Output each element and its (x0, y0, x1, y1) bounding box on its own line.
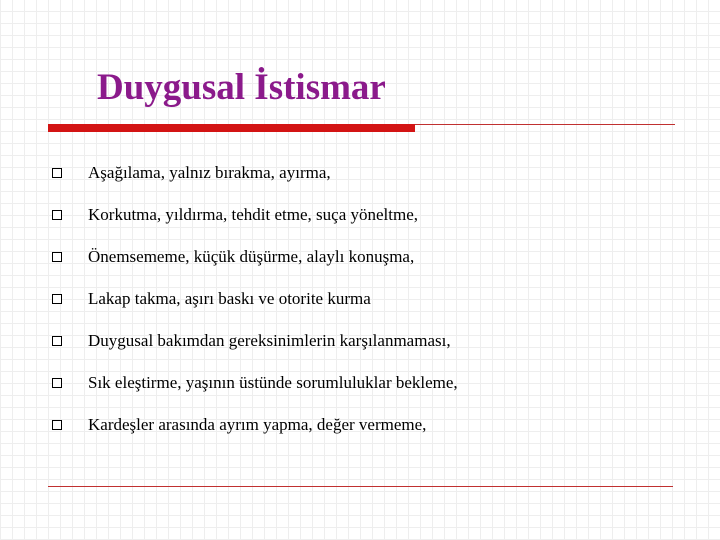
bullet-item (52, 200, 418, 230)
square-bullet-icon (52, 210, 62, 220)
square-bullet-icon (52, 336, 62, 346)
bullet-text: Duygusal bakımdan gereksinimlerin karşılanmaması, (88, 331, 451, 350)
square-bullet-icon (52, 168, 62, 178)
bullet-item (52, 410, 426, 440)
square-bullet-icon (52, 420, 62, 430)
bullet-text: Lakap takma, aşırı baskı ve otorite kurma (88, 289, 371, 308)
bottom-divider-line (48, 486, 673, 487)
bullet-item (52, 368, 458, 398)
bullet-text: Sık eleştirme, yaşının üstünde sorumluluklar bekleme, (88, 373, 458, 392)
bullet-text: Önemsememe, küçük düşürme, alaylı konuşma, (88, 247, 415, 266)
bullet-item (52, 284, 371, 314)
bullet-item (52, 242, 414, 272)
square-bullet-icon (52, 252, 62, 262)
square-bullet-icon (52, 378, 62, 388)
slide-title: Duygusal İstismar (97, 67, 386, 108)
bullet-text: Kardeşler arasında ayrım yapma, değer vermeme, (88, 415, 427, 434)
bullet-text: Aşağılama, yalnız bırakma, ayırma, (88, 163, 331, 182)
square-bullet-icon (52, 294, 62, 304)
bullet-item (52, 326, 451, 356)
bullet-item (52, 158, 331, 188)
bullet-text: Korkutma, yıldırma, tehdit etme, suça yöneltme, (88, 205, 418, 224)
